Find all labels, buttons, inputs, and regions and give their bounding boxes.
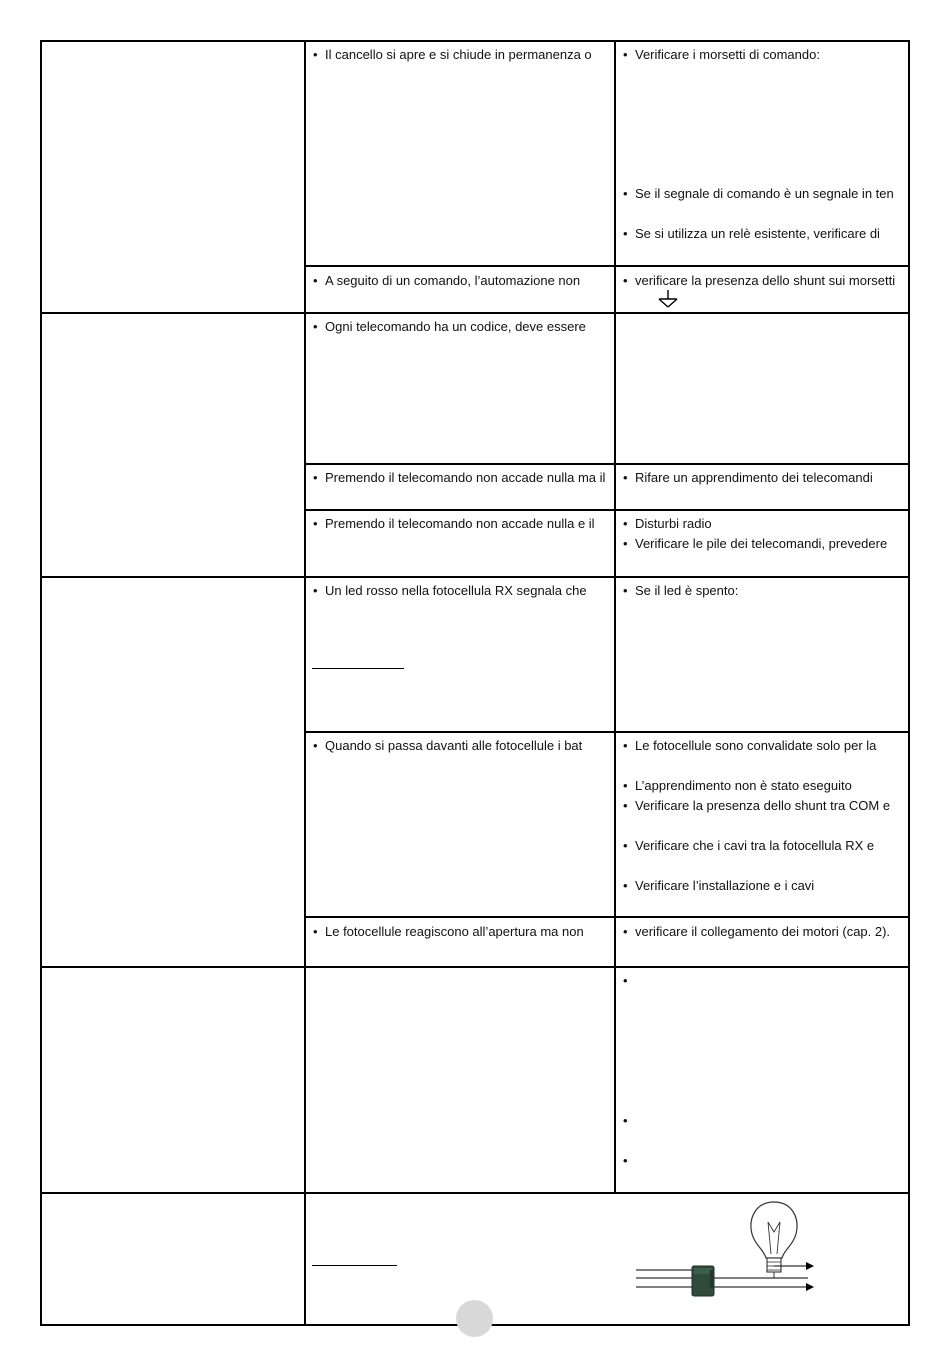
row-divider [40,1192,910,1194]
relay-module-icon [692,1266,714,1296]
problem-text: Premendo il telecomando non accade nulla ma il [325,470,606,485]
problem-text: Ogni telecomando ha un codice, deve essere [325,319,586,334]
solution-text: Disturbi radio [635,516,712,531]
bullet: • [313,273,318,288]
row-divider [40,312,910,314]
problem-text: Il cancello si apre e si chiude in permanenza o [325,47,592,62]
bullet: • [313,319,318,334]
underline-mark [312,1265,397,1266]
bullet: • [623,1113,628,1128]
solution-text: Verificare i morsetti di comando: [635,47,820,62]
subrow-divider [304,916,910,918]
subrow-divider [304,509,910,511]
bullet: • [623,798,628,813]
solution-text: Se il led è spento: [635,583,739,598]
row-divider [40,576,910,578]
problem-text: A seguito di un comando, l’automazione non [325,273,581,288]
light-bulb-icon [751,1202,797,1278]
subrow-divider [304,463,910,465]
bullet: • [623,536,628,551]
ground-symbol-icon [657,290,679,310]
wires [636,1262,814,1291]
bullet: • [623,973,628,988]
bullet: • [623,273,628,288]
bullet: • [623,583,628,598]
column-divider-2 [614,40,616,1194]
bullet: • [623,1153,628,1168]
solution-text: L’apprendimento non è stato eseguito [635,778,852,793]
bullet: • [623,470,628,485]
problem-text: Un led rosso nella fotocellula RX segnala che [325,583,587,598]
column-divider-1 [304,40,306,1326]
bullet: • [313,738,318,753]
subrow-divider [304,265,910,267]
bullet: • [313,924,318,939]
bullet: • [623,838,628,853]
bullet: • [623,186,628,201]
table-border-left [40,40,42,1326]
problem-text: Le fotocellule reagiscono all’apertura ma non [325,924,584,939]
bullet: • [623,47,628,62]
solution-text: Verificare la presenza dello shunt tra COM e [635,798,891,813]
bullet: • [313,516,318,531]
row-divider [40,966,910,968]
bullet: • [313,470,318,485]
bullet: • [623,878,628,893]
bullet: • [623,778,628,793]
solution-text: Verificare le pile dei telecomandi, prevedere [635,536,888,551]
solution-text: Se si utilizza un relè esistente, verificare di [635,226,880,241]
bullet: • [313,47,318,62]
solution-text: Se il segnale di comando è un segnale in ten [635,186,894,201]
bullet: • [623,924,628,939]
solution-text: Rifare un apprendimento dei telecomandi [635,470,873,485]
table-border-right [908,40,910,1326]
wiring-diagram [630,1198,820,1302]
problem-text: Quando si passa davanti alle fotocellule i bat [325,738,583,753]
bullet: • [313,583,318,598]
bullet: • [623,738,628,753]
problem-text: Premendo il telecomando non accade nulla e il [325,516,595,531]
underline-mark [312,668,404,669]
solution-text: Le fotocellule sono convalidate solo per la [635,738,877,753]
subrow-divider [304,731,910,733]
table-border-top [40,40,910,42]
solution-text: Verificare che i cavi tra la fotocellula RX e [635,838,875,853]
bullet: • [623,226,628,241]
solution-text: Verificare l’installazione e i cavi [635,878,815,893]
page-number-badge [456,1300,493,1337]
solution-text: verificare il collegamento dei motori (cap. 2). [635,924,891,939]
solution-text: verificare la presenza dello shunt sui morsetti [635,273,896,288]
bullet: • [623,516,628,531]
